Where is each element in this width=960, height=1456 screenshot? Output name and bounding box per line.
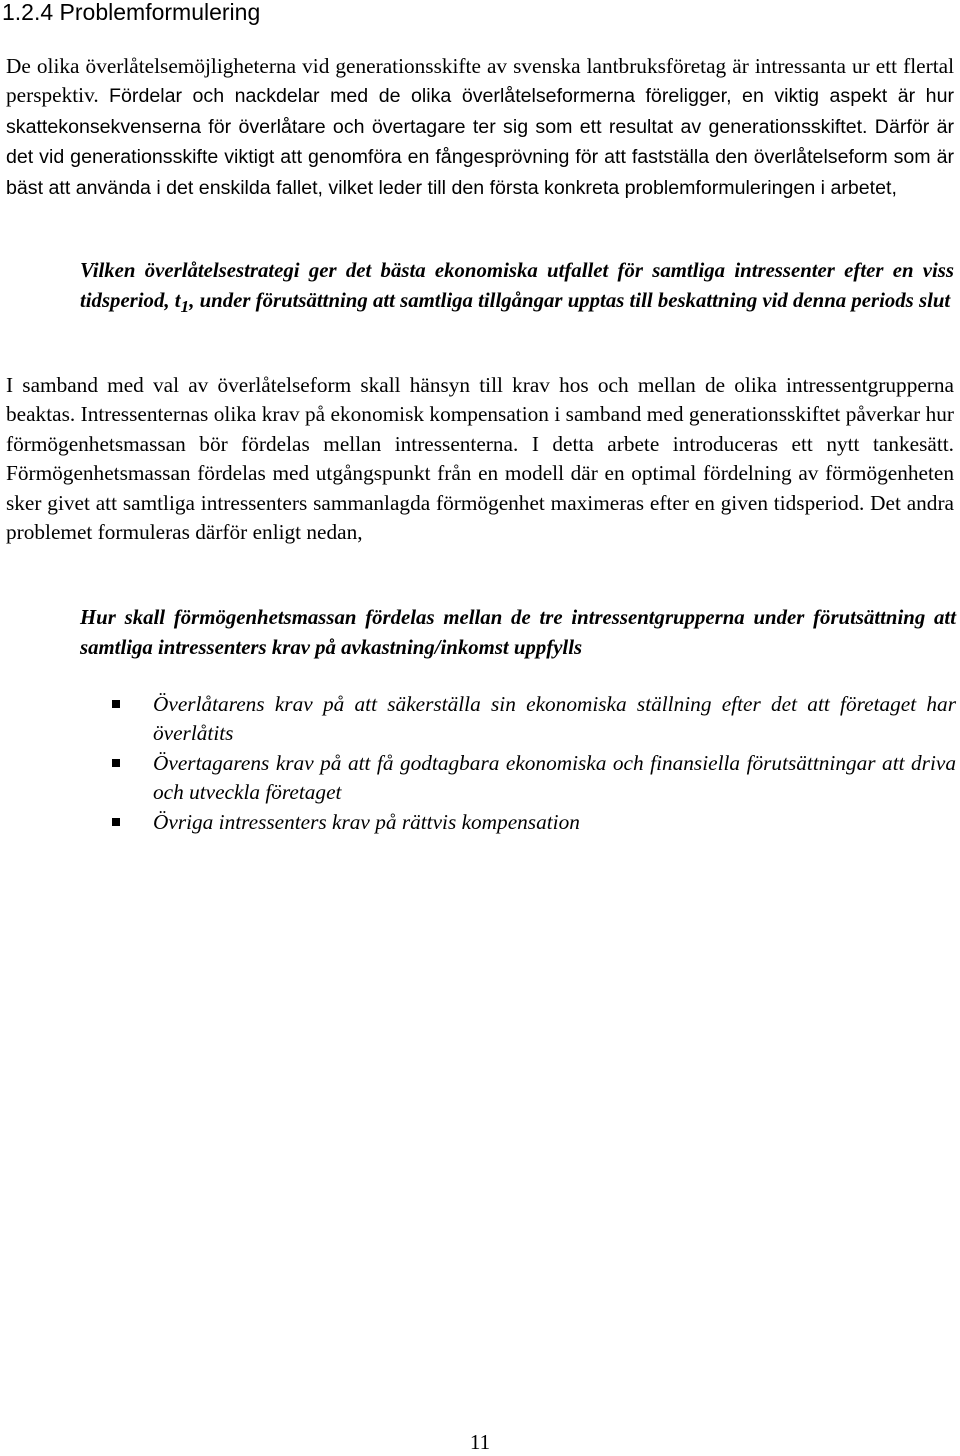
- research-question-2: Hur skall förmögenhetsmassan fördelas mellan de tre intressentgrupperna under förutsättning att samtliga intressenters krav på avkastning/inkomst uppfylls: [80, 606, 956, 659]
- intro-paragraph: [6, 52, 954, 203]
- intro-paragraph-sans-text: Fördelar och nackdelar med de olika överlåtelseformerna föreligger, en viktig aspekt är hur skattekonsekvenserna för överlåtare och övertagare ter sig som ett resultat av generationsskiftet. Därför är det vid generationsskifte viktigt att genomföra en fångesprövning för att fastställa den överlåtelseform som är bäst att använda i det enskilda fallet, vilket leder till den första konkreta problemformuleringen i arbetet,: [6, 85, 954, 199]
- intro-paragraph-serif-text: De olika överlåtelsemöjligheterna vid generationsskifte av svenska lantbruksföretag är intressanta ur ett flertal perspektiv.: [6, 54, 954, 108]
- list-item-text: Överlåtarens krav på att säkerställa sin ekonomiska ställning efter det att företaget har överlåtits: [153, 692, 956, 746]
- page-number: 11: [469, 1430, 491, 1454]
- square-bullet-icon: [112, 759, 120, 767]
- square-bullet-icon: [112, 700, 120, 708]
- list-item: [0, 808, 960, 837]
- stakeholder-paragraph-text-a: I samband med val av överlåtelseform skall hänsyn till krav hos och mellan de olika intressentgrupperna beaktas.: [6, 373, 954, 427]
- list-item: [0, 749, 960, 808]
- research-question-1: [80, 256, 954, 322]
- research-question-1-text: Vilken överlåtelsestrategi ger det bästa ekonomiska utfallet för samtliga intressenter efter en viss tidsperiod, t: [80, 259, 954, 312]
- requirements-list: [0, 690, 960, 837]
- research-question-1-text-end: , under förutsättning att samtliga tillgångar upptas till beskattning vid denna periods slut: [189, 288, 951, 312]
- time-subscript: 1: [180, 296, 190, 316]
- list-item-text: Övriga intressenters krav på rättvis kompensation: [153, 809, 580, 834]
- list-item-text: Övertagarens krav på att få godtagbara ekonomiska och finansiella förutsättningar att driva och utveckla företaget: [153, 750, 956, 805]
- square-bullet-icon: [112, 818, 120, 826]
- list-item: [0, 690, 960, 749]
- stakeholder-paragraph-text-b: Intressenternas olika krav på ekonomisk kompensation i samband med generationsskiftet påverkar hur förmögenhetsmassan bör fördelas mellan intressenterna. I detta arbete introduceras ett nytt tankesätt. Förmögenhetsmassan fördelas med utgångspunkt från en modell där en optimal fördelning av förmögenheten sker givet att samtliga intressenters sammanlagda förmögenhet maximeras efter en given tidsperiod. Det andra problemet formuleras därför enligt nedan,: [6, 402, 954, 545]
- stakeholder-paragraph: [6, 371, 954, 547]
- section-heading: 1.2.4 Problemformulering: [2, 0, 261, 25]
